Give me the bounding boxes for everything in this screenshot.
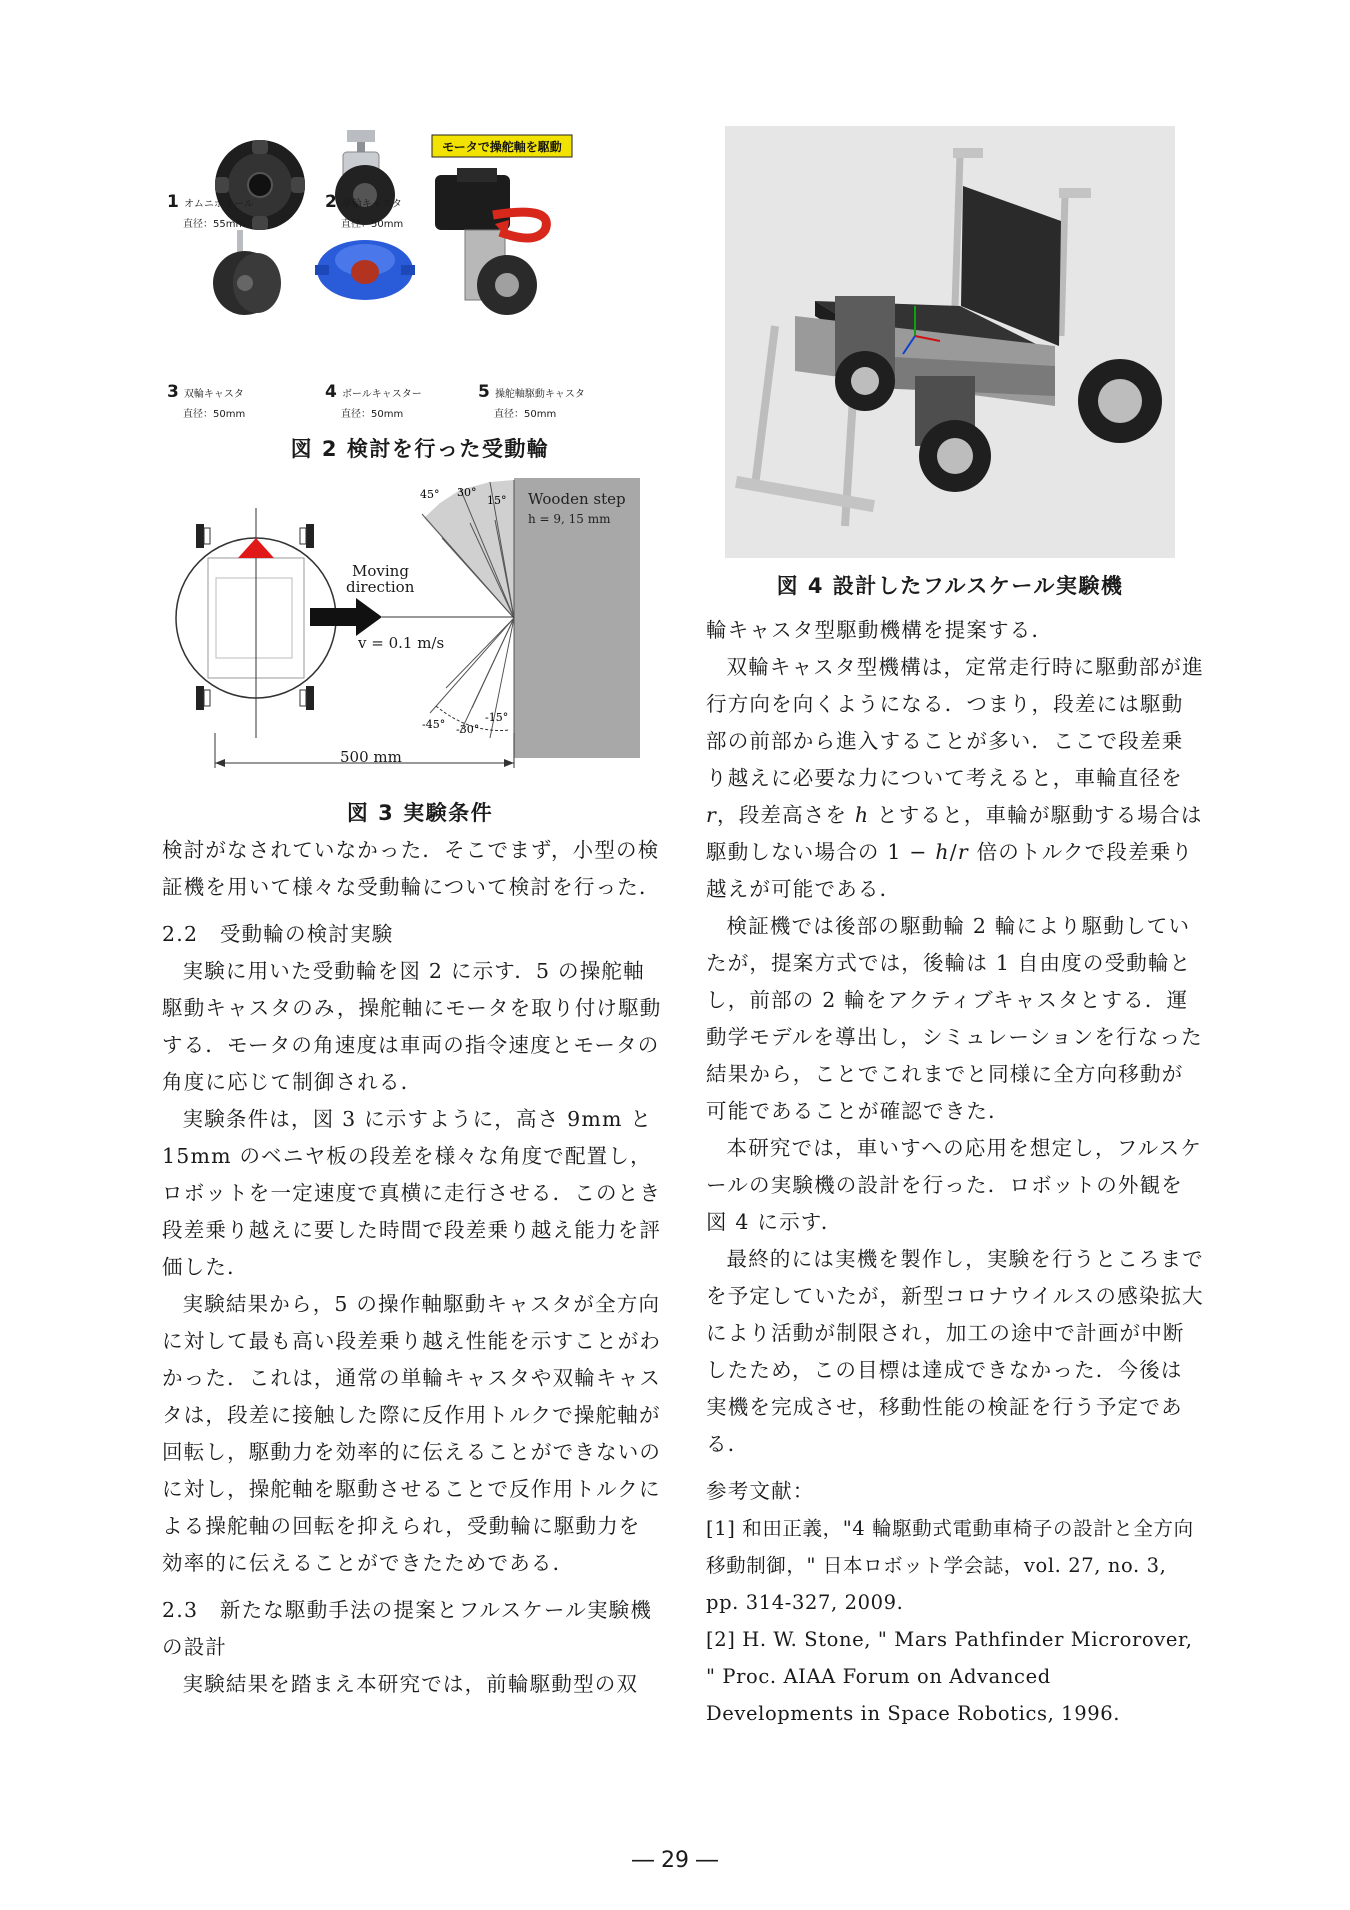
wooden-step-label: Wooden step xyxy=(528,490,626,508)
figure-2 xyxy=(167,120,670,425)
robot-wheel xyxy=(196,686,204,710)
wheel-num-1: 1 xyxy=(167,192,179,212)
angle-label-neg45: -45° xyxy=(422,718,446,731)
wheel-label-2 xyxy=(325,192,445,231)
moving-label-line1: Moving xyxy=(352,562,409,580)
right-paragraph-3: 検証機では後部の駆動輪 2 輪により駆動していたが，提案方式では，後輪は 1 自由度の受動輪とし，前部の 2 輪をアクティブキャスタとする．運動学モデルを導出し，シミュレーションを行なった結果から，ことでこれまでと同様に全方向移動が可能であることが確認できた． xyxy=(706,914,1203,1123)
left-paragraph-1: 検討がなされていなかった．そこでまず，小型の検証機を用いて様々な受動輪について検討を行った． xyxy=(162,838,661,899)
wheel-num-3: 3 xyxy=(167,382,179,402)
figure-3-caption: 図 3 実験条件 xyxy=(346,801,494,825)
wheel-name-1: オムニホイール xyxy=(183,199,254,210)
figure-4 xyxy=(725,126,1175,558)
left-paragraph-2: 実験に用いた受動輪を図 2 に示す．5 の操舵軸駆動キャスタのみ，操舵軸にモータを取り付け駆動する．モータの角速度は車両の指令速度とモータの角度に応じて制御される． xyxy=(162,959,662,1094)
left-column xyxy=(162,832,662,1703)
section-2-3-heading: 2.3 新たな駆動手法の提案とフルスケール実験機の設計 xyxy=(162,1598,653,1659)
right-paragraph-4: 本研究では，車いすへの応用を想定し，フルスケールの実験機の設計を行った．ロボットの外観を図 4 に示す． xyxy=(706,1136,1203,1234)
angle-label-30: 30° xyxy=(457,486,477,499)
wheel-name-2: 単輪キャスタ xyxy=(341,199,402,210)
wheel-dia-5: 直径：50mm xyxy=(494,409,557,420)
right-paragraph-5: 最終的には実機を製作し，実験を行うところまでを予定していたが，新型コロナウイルスの感染拡大により活動が制限され，加工の途中で計画が中断したため，この目標は達成できなかった．今後は実機を完成させ，移動性能の検証を行う予定である． xyxy=(706,1247,1204,1456)
velocity-label: v = 0.1 m/s xyxy=(358,634,445,652)
angle-label-45: 45° xyxy=(420,488,440,501)
wheel-num-4: 4 xyxy=(325,382,337,402)
robot-wheel xyxy=(196,524,204,548)
robot-wheel xyxy=(306,524,314,548)
left-paragraph-5: 実験結果を踏まえ本研究では，前輪駆動型の双 xyxy=(182,1672,639,1696)
front-marker xyxy=(238,538,274,558)
ball-caster-image xyxy=(315,240,415,300)
wheel-label-3 xyxy=(167,382,287,421)
moving-label-line2: direction xyxy=(346,578,415,596)
page-number: ― 29 ― xyxy=(632,1848,718,1873)
left-paragraph-3: 実験条件は，図 3 に示すように，高さ 9mm と 15mm のベニヤ板の段差を様々な角度で配置し，ロボットを一定速度で真横に走行させる．このとき段差乗り越えに要した時間で段差乗り越え能力を評価した． xyxy=(162,1107,662,1279)
angle-label-neg15: -15° xyxy=(485,711,509,724)
left-paragraph-4: 実験結果から，5 の操作軸駆動キャスタが全方向に対して最も高い段差乗り越え性能を示すことがわかった．これは，通常の単輪キャスタや双輪キャスタは，段差に接触した際に反作用トルクで操舵軸が回転し，駆動力を効率的に伝えることができないのに対し，操舵軸を駆動させることで反作用トルクによる操舵軸の回転を抑えられ，受動輪に駆動力を効率的に伝えることができたためである． xyxy=(162,1292,662,1575)
wheel-label-5 xyxy=(478,382,628,421)
right-paragraph-1: 輪キャスタ型駆動機構を提案する． xyxy=(706,618,1054,642)
steered-caster-image xyxy=(435,168,546,315)
wheel-dia-2: 直径：50mm xyxy=(341,219,404,230)
banner-label: モータで操舵軸を駆動 xyxy=(442,140,562,154)
references-heading: 参考文献： xyxy=(706,1479,815,1503)
wheel-label-1 xyxy=(167,192,287,231)
wheel-dia-3: 直径：50mm xyxy=(183,409,246,420)
wheel-dia-1: 直径：55mm xyxy=(183,219,246,230)
figure-3 xyxy=(160,478,660,786)
wheel-name-5: 操舵軸駆動キャスタ xyxy=(494,389,585,400)
wheel-name-4: ボールキャスター xyxy=(341,389,422,400)
wheelchair-render xyxy=(725,126,1175,558)
distance-label: 500 mm xyxy=(340,748,402,766)
section-2-2-heading: 2.2 受動輪の検討実験 xyxy=(162,922,394,946)
right-paragraph-2: 双輪キャスタ型機構は，定常走行時に駆動部が進行方向を向くようになる．つまり，段差には駆動部の前部から進入することが多い．ここで段差乗り越えに必要な力について考えると，車輪直径を𝑟，段差高さを ℎ とすると，車輪が駆動する場合は駆動しない場合の 1 − ℎ/𝑟 倍のトルクで段差乗り越えが可能である． xyxy=(706,655,1204,901)
wheel-dia-4: 直径：50mm xyxy=(341,409,404,420)
robot-wheel xyxy=(306,686,314,710)
right-column xyxy=(706,612,1204,1732)
angle-label-neg30: -30° xyxy=(456,723,480,736)
wheel-num-2: 2 xyxy=(325,192,337,212)
step-height-label: h = 9, 15 mm xyxy=(528,512,611,526)
figure-4-caption: 図 4 設計したフルスケール実験機 xyxy=(776,574,1124,598)
figure-2-caption: 図 2 検討を行った受動輪 xyxy=(290,437,550,461)
reference-2: [2] H. W. Stone, " Mars Pathfinder Microrover, " Proc. AIAA Forum on Advanced Developments in Space Robotics, 1996. xyxy=(706,1628,1193,1725)
wheel-name-3: 双輪キャスタ xyxy=(183,389,244,400)
reference-1: [1] 和田正義，"4 輪駆動式電動車椅子の設計と全方向移動制御，" 日本ロボット学会誌，vol. 27, no. 3, pp. 314-327, 2009. xyxy=(706,1517,1194,1614)
dual-caster-image xyxy=(213,230,281,315)
wheel-label-4 xyxy=(325,382,455,421)
wheel-num-5: 5 xyxy=(478,382,490,402)
moving-direction-arrow xyxy=(310,608,356,626)
figure-2-image xyxy=(195,120,670,425)
angle-label-15: 15° xyxy=(487,494,507,507)
